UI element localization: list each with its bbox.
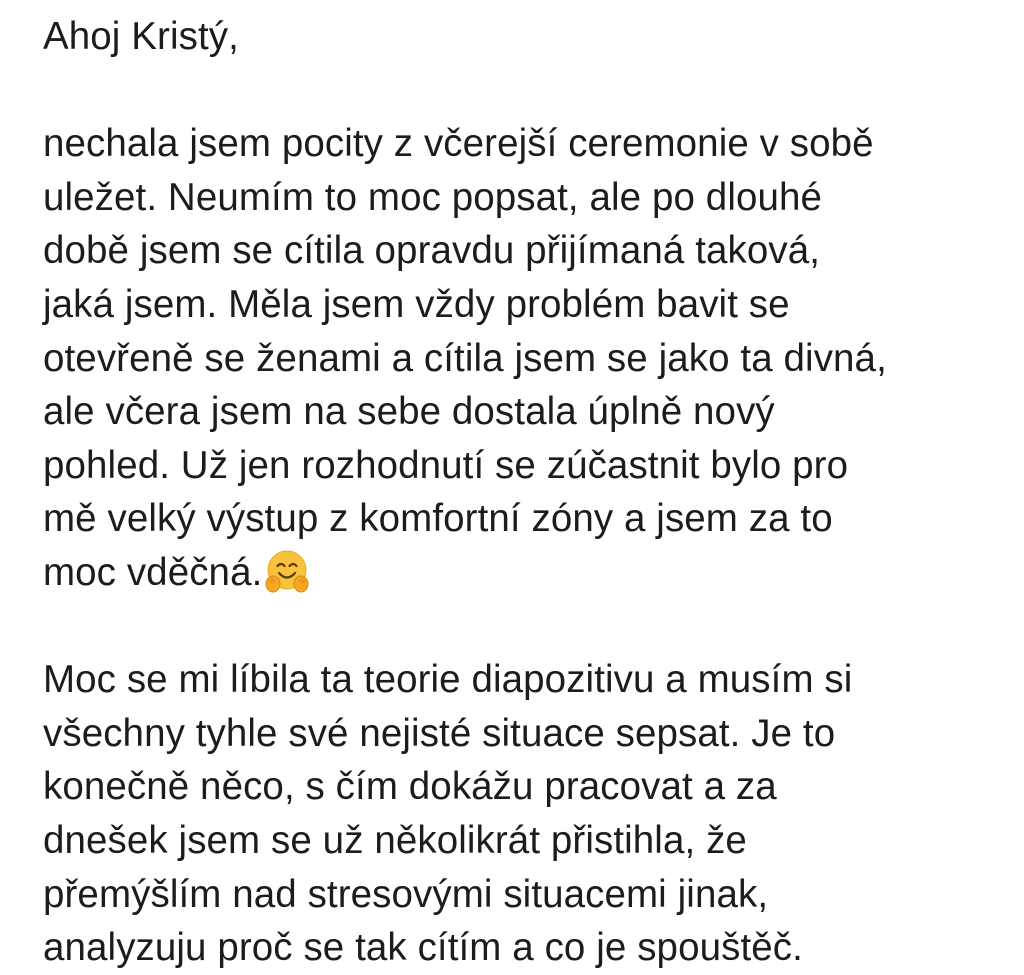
text-line: dnešek jsem se už několikrát přistihla, že [43,818,747,862]
text-line: otevřeně se ženami a cítila jsem se jako ta divná, [43,336,887,380]
text-line: uležet. Neumím to moc popsat, ale po dlouhé [43,175,823,219]
paragraph-1 [43,117,1003,599]
paragraph-spacer [43,64,1003,118]
paragraph-2 [43,653,1003,975]
hugging-face-emoji-icon [264,549,310,595]
text-line: všechny tyhle své nejisté situace sepsat. Je to [43,711,836,755]
text-line-with-emoji [43,546,1003,600]
text-line: konečně něco, s čím dokážu pracovat a za [43,765,777,809]
text-line: Moc se mi líbila ta teorie diapozitivu a musím si [43,658,853,702]
text-line: moc vděčná. [43,550,263,594]
text-line: ale včera jsem na sebe dostala úplně nový [43,390,775,434]
message-body [43,10,1003,975]
text-line: době jsem se cítila opravdu přijímaná taková, [43,229,821,273]
text-line: pohled. Už jen rozhodnutí se zúčastnit bylo pro [43,443,849,487]
text-line: analyzuju proč se tak cítím a co je spouštěč. [43,926,803,970]
text-line: nechala jsem pocity z včerejší ceremonie v sobě [43,122,874,166]
greeting: Ahoj Kristý, [43,15,239,58]
text-line: jaká jsem. Měla jsem vždy problém bavit se [43,282,790,326]
text-line: přemýšlím nad stresovými situacemi jinak, [43,872,769,916]
paragraph-spacer [43,600,1003,654]
text-line: mě velký výstup z komfortní zóny a jsem za to [43,497,833,541]
